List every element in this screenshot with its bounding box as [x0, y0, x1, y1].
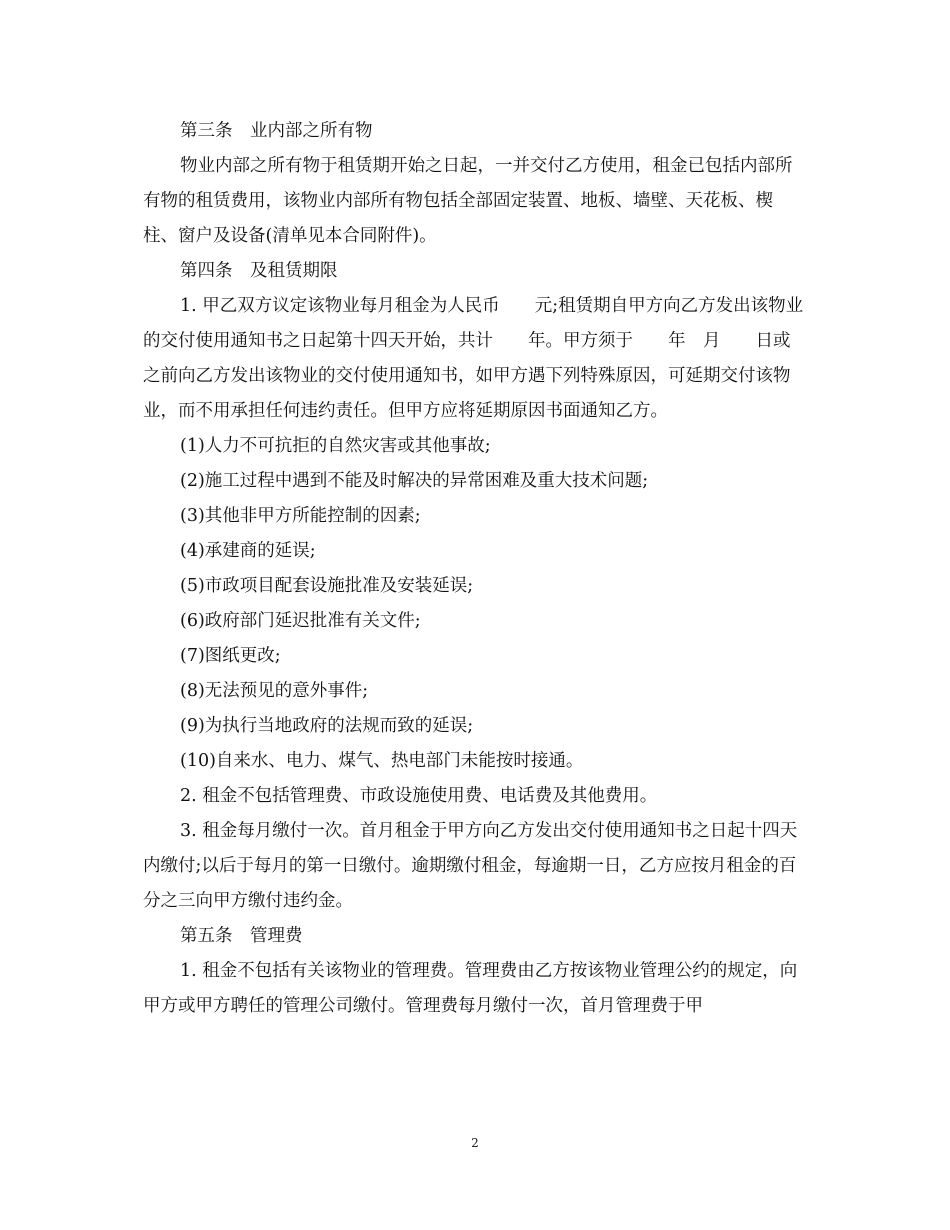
document-body	[143, 114, 807, 1024]
list-item: (2)施工过程中遇到不能及时解决的异常困难及重大技术问题;	[180, 471, 649, 491]
page-number: 2	[471, 1136, 479, 1150]
article-5-heading: 第五条 管理费	[180, 926, 303, 946]
article-4-heading: 第四条 及租赁期限	[180, 261, 338, 281]
list-item: (7)图纸更改;	[180, 646, 281, 666]
article-3-body: 物业内部之所有物于租赁期开始之日起，一并交付乙方使用，租金已包括内部所有物的租赁费用，该物业内部所有物包括全部固定装置、地板、墙壁、天花板、楔柱、窗户及设备(清单见本合同附件)。	[143, 156, 793, 246]
list-item: (6)政府部门延迟批准有关文件;	[180, 611, 421, 631]
article-5-clause-1: 1. 租金不包括有关该物业的管理费。管理费由乙方按该物业管理公约的规定，向甲方或甲方聘任的管理公司缴付。管理费每月缴付一次，首月管理费于甲	[143, 961, 798, 1016]
list-item: (5)市政项目配套设施批准及安装延误;	[180, 576, 474, 596]
list-item: (10)自来水、电力、煤气、热电部门未能按时接通。	[180, 751, 584, 771]
list-item: (8)无法预见的意外事件;	[180, 681, 369, 701]
list-item: (3)其他非甲方所能控制的因素;	[180, 506, 421, 526]
list-item: (1)人力不可抗拒的自然灾害或其他事故;	[180, 436, 491, 456]
article-4-clause-3: 3. 租金每月缴付一次。首月租金于甲方向乙方发出交付使用通知书之日起十四天内缴付;以后于每月的第一日缴付。逾期缴付租金，每逾期一日，乙方应按月租金的百分之三向甲方缴付违约金。	[143, 821, 798, 911]
article-4-clause-2: 2. 租金不包括管理费、市政设施使用费、电话费及其他费用。	[180, 786, 658, 806]
list-item: (4)承建商的延误;	[180, 541, 316, 561]
list-item: (9)为执行当地政府的法规而致的延误;	[180, 716, 474, 736]
article-3-heading: 第三条 业内部之所有物	[180, 121, 373, 141]
article-4-clause-1: 1. 甲乙双方议定该物业每月租金为人民币 元;租赁期自甲方向乙方发出该物业的交付使用通知书之日起第十四天开始，共计 年。甲方须于 年 月 日或之前向乙方发出该物业的交付使用通知书，如甲方遇下列特殊原因，可延期交付该物业，而不用承担任何违约责任。但甲方应将延期原因书面通知乙方。	[143, 296, 804, 421]
